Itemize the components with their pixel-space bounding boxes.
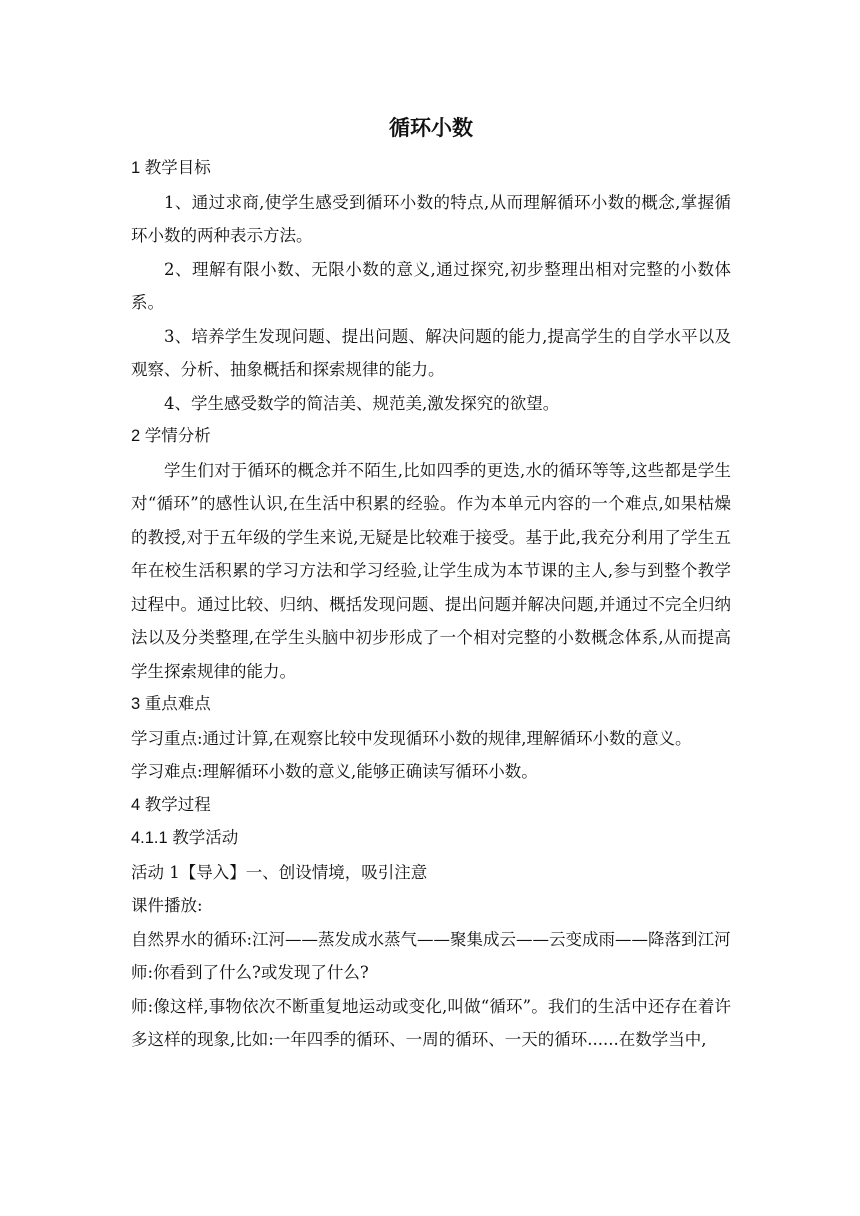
- goal-item: 4、学生感受数学的简洁美、规范美,激发探究的欲望。: [164, 393, 560, 413]
- section-heading-process: 4 教学过程: [131, 795, 211, 814]
- goal-item: 3、培养学生发现问题、提出问题、解决问题的能力,提高学生的自学水平以及观察、分析、抽象概括和探索规律的能力。: [131, 326, 731, 379]
- process-line: 师:像这样,事物依次不断重复地运动或变化,叫做“循环”。我们的生活中还存在着许多这样的现象,比如:一年四季的循环、一周的循环、一天的循环......在数学当中,: [131, 996, 731, 1049]
- goal-item: 2、理解有限小数、无限小数的意义,通过探究,初步整理出相对完整的小数体系。: [131, 259, 731, 312]
- analysis-paragraph: 学生们对于循环的概念并不陌生,比如四季的更迭,水的循环等等,这些都是学生对“循环”的感性认识,在生活中积累的经验。作为本单元内容的一个难点,如果枯燥的教授,对于五年级的学生来说,无疑是比较难于接受。基于此,我充分利用了学生五年在校生活积累的学习方法和学习经验,让学生成为本节课的主人,参与到整个教学过程中。通过比较、归纳、概括发现问题、提出问题并解决问题,并通过不完全归纳法以及分类整理,在学生头脑中初步形成了一个相对完整的小数概念体系,从而提高学生探索规律的能力。: [131, 460, 731, 681]
- document-title: 循环小数: [389, 115, 473, 140]
- process-line: 自然界水的循环:江河——蒸发成水蒸气——聚集成云——云变成雨——降落到江河: [131, 929, 731, 949]
- section-heading-goals: 1 教学目标: [131, 159, 211, 177]
- goal-item: 1、通过求商,使学生感受到循环小数的特点,从而理解循环小数的概念,掌握循环小数的两种表示方法。: [131, 192, 731, 245]
- key-focus: 学习重点:通过计算,在观察比较中发现循环小数的规律,理解循环小数的意义。: [131, 728, 692, 748]
- subsection-heading-activities: 4.1.1 教学活动: [131, 829, 239, 847]
- process-line: 课件播放:: [131, 896, 203, 915]
- section-heading-key-points: 3 重点难点: [131, 695, 211, 713]
- section-heading-analysis: 2 学情分析: [131, 427, 211, 445]
- key-difficulty: 学习难点:理解循环小数的意义,能够正确读写循环小数。: [131, 762, 538, 781]
- process-line: 师:你看到了什么?或发现了什么?: [131, 963, 369, 982]
- activity-title: 活动 1【导入】一、创设情境，吸引注意: [131, 862, 428, 882]
- document-body: [131, 108, 731, 1057]
